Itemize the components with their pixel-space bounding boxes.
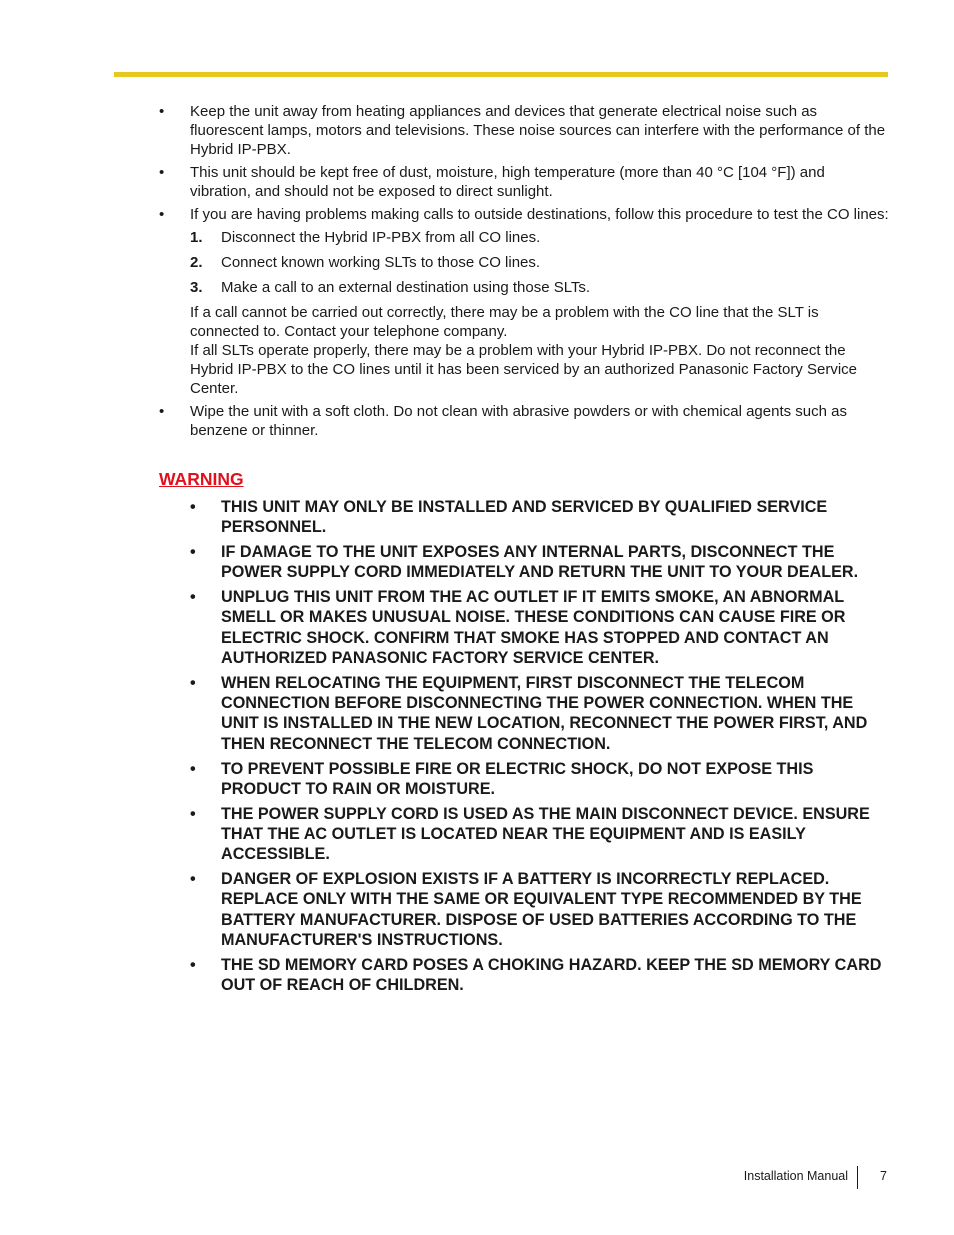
bullet-icon: •: [159, 403, 165, 420]
step-number: 3.: [190, 279, 203, 296]
warning-text: WHEN RELOCATING THE EQUIPMENT, FIRST DISCONNECT THE TELECOM CONNECTION BEFORE DISCONNECTING THE POWER CONNECTION. WHEN THE UNIT IS INSTALLED IN THE NEW LOCATION, RECONNECT THE POWER FIRST, AND THEN RECONNECT THE TELECOM CONNECTION.: [221, 673, 868, 753]
warning-item: [190, 804, 889, 865]
bullet-icon: •: [190, 588, 196, 607]
list-item: [159, 163, 889, 201]
footer-manual-title: Installation Manual: [743, 1169, 848, 1183]
bullet-icon: •: [190, 543, 196, 562]
step-item: [190, 253, 889, 272]
bullet-icon: •: [190, 955, 196, 974]
list-item-text: Keep the unit away from heating appliances and devices that generate electrical noise such as fluorescent lamps, motors and televisions. These noise sources can interfere with the performance of the Hybrid IP-PBX.: [190, 103, 886, 158]
bullet-icon: •: [190, 804, 196, 823]
warning-item: [190, 869, 889, 950]
footer-divider: [857, 1166, 858, 1189]
list-item-text: This unit should be kept free of dust, moisture, high temperature (more than 40 °C [104 °F]) and vibration, and should not be exposed to direct sunlight.: [190, 164, 825, 200]
warning-text: DANGER OF EXPLOSION EXISTS IF A BATTERY IS INCORRECTLY REPLACED. REPLACE ONLY WITH THE SAME OR EQUIVALENT TYPE RECOMMENDED BY THE BATTERY MANUFACTURER. DISPOSE OF USED BATTERIES ACCORDING TO THE MANUFACTURER'S INSTRUCTIONS.: [221, 870, 862, 949]
bullet-icon: •: [159, 103, 165, 120]
page-footer: [0, 1166, 954, 1190]
step-text: Make a call to an external destination using those SLTs.: [221, 279, 591, 296]
warning-item: [190, 587, 889, 668]
warning-text: UNPLUG THIS UNIT FROM THE AC OUTLET IF IT EMITS SMOKE, AN ABNORMAL SMELL OR MAKES UNUSUAL NOISE. THESE CONDITIONS CAN CAUSE FIRE OR ELECTRIC SHOCK. CONFIRM THAT SMOKE HAS STOPPED AND CONTACT AN AUTHORIZED PANASONIC FACTORY SERVICE CENTER.: [221, 588, 846, 668]
followup-paragraph: If all SLTs operate properly, there may be a problem with your Hybrid IP-PBX. Do not reconnect the Hybrid IP-PBX to the CO lines until it has been serviced by an authorized Panasonic Factory Service Center.: [190, 342, 857, 397]
bullet-icon: •: [190, 673, 196, 692]
warning-item: [190, 542, 889, 583]
test-procedure-steps: [190, 228, 889, 297]
list-item: [159, 402, 889, 440]
warning-item: [190, 759, 889, 800]
warning-item: [190, 497, 889, 538]
step-number: 2.: [190, 254, 203, 271]
page-number: 7: [880, 1169, 887, 1183]
bullet-icon: •: [190, 759, 196, 778]
warning-item: [190, 955, 889, 996]
bullet-icon: •: [159, 206, 165, 223]
warning-text: TO PREVENT POSSIBLE FIRE OR ELECTRIC SHOCK, DO NOT EXPOSE THIS PRODUCT TO RAIN OR MOISTURE.: [221, 759, 814, 798]
step-number: 1.: [190, 229, 203, 246]
step-text: Connect known working SLTs to those CO lines.: [221, 254, 541, 271]
warning-heading: WARNING: [159, 469, 244, 489]
list-item-text: If you are having problems making calls to outside destinations, follow this procedure to test the CO lines:: [190, 206, 889, 223]
warning-text: IF DAMAGE TO THE UNIT EXPOSES ANY INTERNAL PARTS, DISCONNECT THE POWER SUPPLY CORD IMMEDIATELY AND RETURN THE UNIT TO YOUR DEALER.: [221, 543, 859, 582]
warning-item: [190, 673, 889, 754]
list-item: [159, 205, 889, 398]
step-item: [190, 278, 889, 297]
warning-text: THE SD MEMORY CARD POSES A CHOKING HAZARD. KEEP THE SD MEMORY CARD OUT OF REACH OF CHILDREN.: [221, 955, 882, 995]
list-item: [159, 102, 889, 159]
bullet-icon: •: [190, 870, 196, 889]
warning-list: [159, 497, 889, 995]
warning-text: THIS UNIT MAY ONLY BE INSTALLED AND SERVICED BY QUALIFIED SERVICE PERSONNEL.: [221, 498, 828, 537]
bullet-icon: •: [190, 498, 196, 516]
precautions-list: [159, 102, 889, 440]
bullet-icon: •: [159, 164, 165, 181]
followup-paragraph: If a call cannot be carried out correctly, there may be a problem with the CO line that the SLT is connected to. Contact your telephone company.: [190, 304, 819, 340]
header-rule: [114, 72, 888, 77]
page-content: [159, 102, 889, 1000]
warning-text: THE POWER SUPPLY CORD IS USED AS THE MAIN DISCONNECT DEVICE. ENSURE THAT THE AC OUTLET IS LOCATED NEAR THE EQUIPMENT AND IS EASILY ACCESSIBLE.: [221, 804, 870, 864]
step-text: Disconnect the Hybrid IP-PBX from all CO lines.: [221, 229, 541, 246]
list-item-text: Wipe the unit with a soft cloth. Do not clean with abrasive powders or with chemical agents such as benzene or thinner.: [190, 403, 847, 439]
step-item: [190, 228, 889, 247]
